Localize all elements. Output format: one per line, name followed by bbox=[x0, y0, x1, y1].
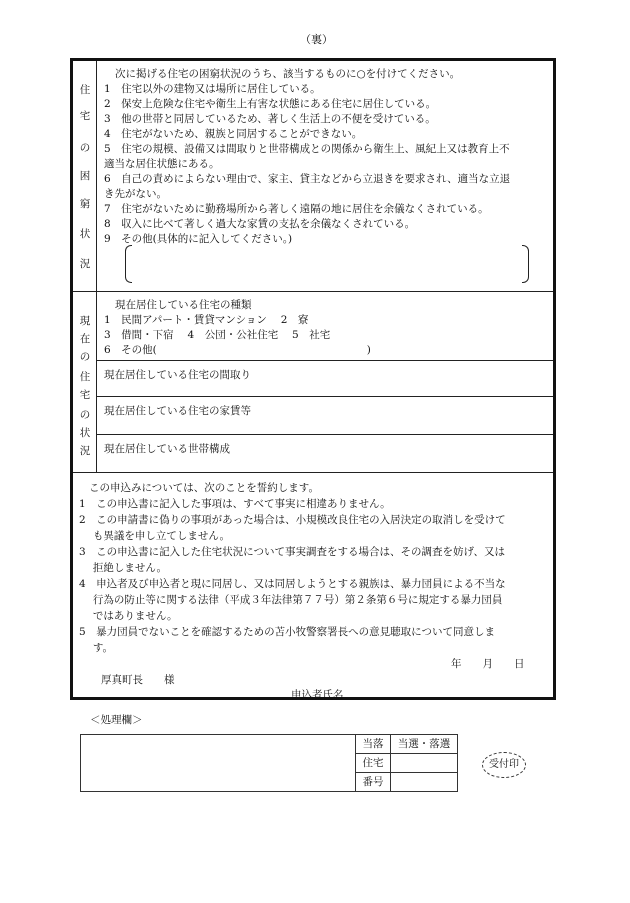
pledge-item: 4 申込者及び申込者と現に同居し、又は同居しようとする親族は、暴力団員による不当な bbox=[79, 578, 506, 590]
hardship-item: 4 住宅がないため、親族と同居することができない。 bbox=[104, 128, 363, 140]
row-divider bbox=[97, 434, 553, 435]
floor-plan-row[interactable]: 現在居住している住宅の間取り bbox=[104, 369, 251, 381]
household-row[interactable]: 現在居住している世帯構成 bbox=[104, 443, 230, 455]
hardship-item: 5 住宅の規模、設備又は間取りと世帯構成との関係から衛生上、風紀上又は教育上不 bbox=[104, 143, 510, 155]
jutaku-value-cell[interactable] bbox=[391, 754, 458, 773]
current-label-char: 住 bbox=[79, 371, 91, 383]
hardship-item: 1 住宅以外の建物又は場所に居住している。 bbox=[104, 83, 321, 95]
processing-notes-cell[interactable] bbox=[81, 735, 356, 792]
hardship-label-char: 困 bbox=[79, 170, 91, 182]
current-label-char: 況 bbox=[79, 445, 91, 457]
bango-label: 番号 bbox=[356, 773, 391, 792]
pledge-item: 5 暴力団員でないことを確認するための苫小牧警察署長への意見聴取について同意しま bbox=[79, 626, 495, 638]
pledge-section bbox=[73, 473, 553, 701]
hardship-item: 3 他の世帯と同居しているため、著しく生活上の不便を受けている。 bbox=[104, 113, 436, 125]
hardship-item: 7 住宅がないために勤務場所から著しく遠隔の地に居住を余儀なくされている。 bbox=[104, 203, 489, 215]
housing-type-option: 3 借間・下宿 4 公団・公社住宅 5 社宅 bbox=[104, 329, 331, 341]
hardship-label-char: 況 bbox=[79, 258, 91, 270]
hardship-label-char: 窮 bbox=[79, 198, 91, 210]
pledge-item: ではありません。 bbox=[79, 610, 178, 622]
addressee: 厚真町長 様 bbox=[101, 674, 175, 686]
date-field[interactable]: 年 月 日 bbox=[451, 658, 525, 670]
current-label-char: 状 bbox=[79, 427, 91, 439]
pledge-item: 行為の防止等に関する法律（平成３年法律第７７号）第２条第６号に規定する暴力団員 bbox=[79, 594, 503, 606]
pledge-item: 拒絶しません。 bbox=[79, 562, 167, 574]
housing-type-option: 6 その他( ) bbox=[104, 344, 371, 356]
current-label-char: の bbox=[79, 409, 91, 421]
pledge-intro: この申込みについては、次のことを誓約します。 bbox=[89, 482, 319, 494]
current-label-char: 宅 bbox=[79, 389, 91, 401]
hardship-intro: 次に掲げる住宅の困窮状況のうち、該当するものに○を付けてください。 bbox=[115, 68, 461, 80]
hardship-label-char: 宅 bbox=[79, 110, 91, 122]
hardship-item: 6 自己の責めによらない理由で、家主、貸主などから立退きを要求され、適当な立退 bbox=[104, 173, 511, 185]
pledge-item: 1 この申込書に記入した事項は、すべて事実に相違ありません。 bbox=[79, 498, 391, 510]
hardship-label-char: 住 bbox=[79, 84, 91, 96]
other-detail-bracket-left bbox=[125, 245, 132, 283]
pledge-item: も異議を申し立てしません。 bbox=[79, 530, 230, 542]
hardship-item: 8 収入に比べて著しく過大な家賃の支払を余儀なくされている。 bbox=[104, 218, 416, 230]
hardship-label-char: 状 bbox=[79, 228, 91, 240]
applicant-name-field[interactable]: 申込者氏名 bbox=[291, 689, 344, 701]
processing-table bbox=[80, 734, 458, 792]
hardship-item: き先がない。 bbox=[104, 188, 167, 200]
current-label-char: 現 bbox=[79, 315, 91, 327]
current-label-char: の bbox=[79, 351, 91, 363]
current-housing-section bbox=[73, 292, 553, 472]
hardship-item: 適当な居住状態にある。 bbox=[104, 158, 220, 170]
toraku-label: 当落 bbox=[356, 735, 391, 754]
row-divider bbox=[97, 396, 553, 397]
rent-row[interactable]: 現在居住している住宅の家賃等 bbox=[104, 405, 251, 417]
row-divider bbox=[97, 360, 553, 361]
page-header: （裏） bbox=[300, 33, 333, 46]
processing-title: ＜処理欄＞ bbox=[90, 714, 143, 726]
pledge-item: 3 この申込書に記入した住宅状況について事実調査をする場合は、その調査を妨げ、又は bbox=[79, 546, 506, 558]
reception-stamp: 受付印 bbox=[482, 752, 526, 778]
current-label-char: 在 bbox=[79, 333, 91, 345]
other-detail-bracket-right bbox=[522, 245, 529, 283]
hardship-section bbox=[73, 61, 553, 291]
housing-type-title: 現在居住している住宅の種類 bbox=[115, 299, 252, 311]
hardship-item: 2 保安上危険な住宅や衛生上有害な状態にある住宅に居住している。 bbox=[104, 98, 437, 110]
pledge-item: す。 bbox=[79, 642, 113, 654]
housing-type-option: 1 民間アパート・賃貸マンション 2 寮 bbox=[104, 314, 309, 326]
hardship-item: 9 その他(具体的に記入してください。) bbox=[104, 233, 293, 245]
pledge-item: 2 この申請書に偽りの事項があった場合は、小規模改良住宅の入居決定の取消しを受けて bbox=[79, 514, 506, 526]
result-cell[interactable]: 当選・落選 bbox=[391, 735, 458, 754]
application-form bbox=[70, 58, 556, 700]
bango-value-cell[interactable] bbox=[391, 773, 458, 792]
other-detail-field[interactable] bbox=[133, 247, 519, 281]
jutaku-label: 住宅 bbox=[356, 754, 391, 773]
hardship-label-char: の bbox=[79, 142, 91, 154]
